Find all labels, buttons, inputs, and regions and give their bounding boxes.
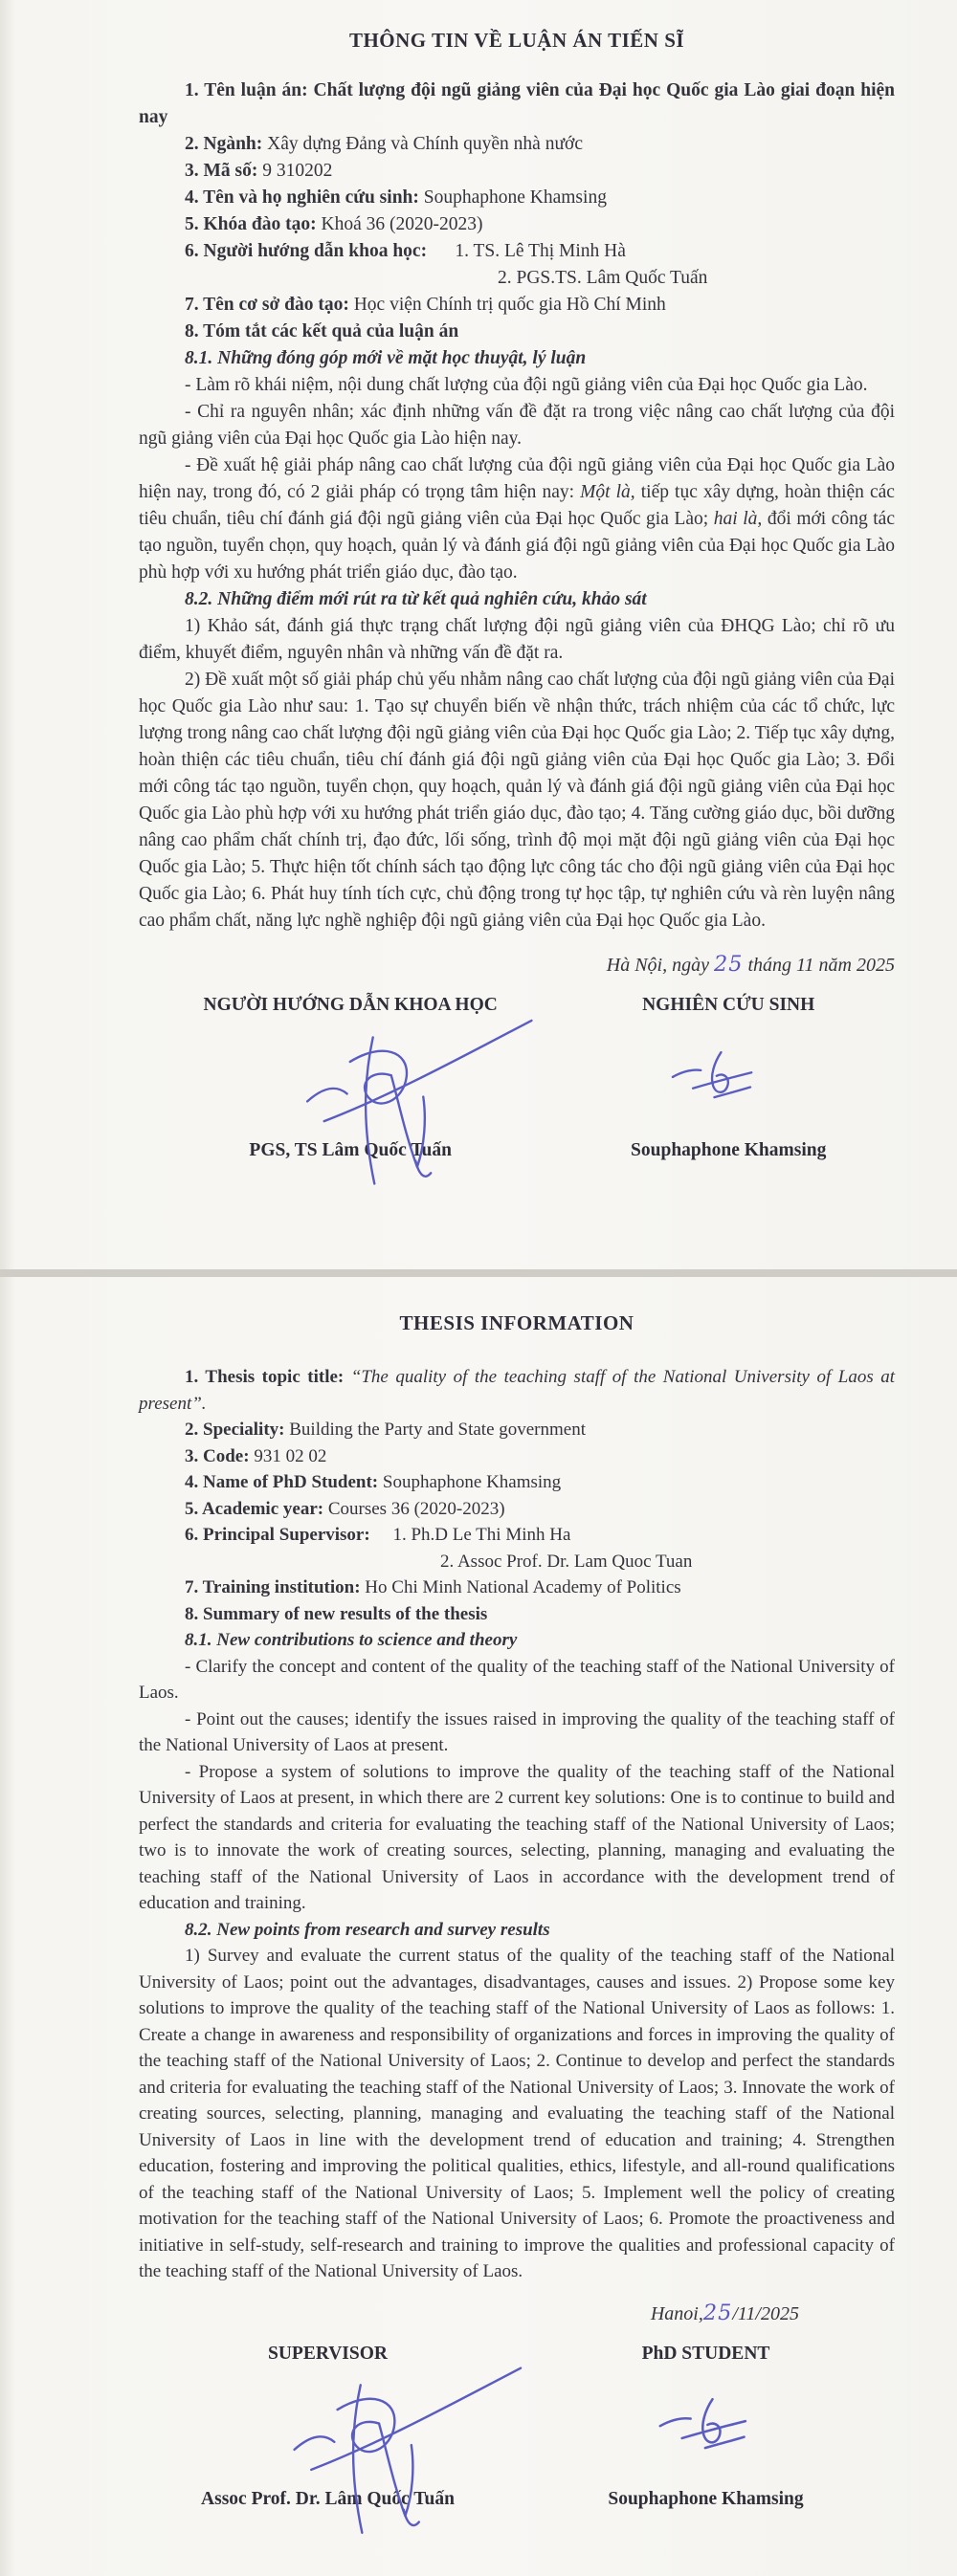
- para-8-1-b: - Point out the causes; identify the issues raised in improving the quality of the teaching staff of the National University of Laos at present.: [139, 1708, 895, 1755]
- item-3-code: 3. Code: 931 02 02: [185, 1445, 327, 1466]
- item-5-academic-year: 5. Khóa đào tạo: Khoá 36 (2020-2023): [185, 214, 483, 234]
- phd-student-name: Souphaphone Khamsing: [631, 1140, 827, 1160]
- page2-document-body: [139, 1364, 895, 2285]
- para-8-2-b: 2) Đề xuất một số giải pháp chủ yếu nhằm nâng cao chất lượng của đội ngũ giảng viên của Đại học Quốc gia Lào như sau: 1. Tạo sự chuyển biến về nhận thức, trách nhiệm của các tổ chức, lực lượng trong nâng cao chất lượng đội ngũ giảng viên của Đại học Quốc gia Lào; 2. Tiếp tục xây dựng, hoàn thiện các tiêu chuẩn, tiêu chí đánh giá đội ngũ giảng viên của Đại học Quốc gia Lào; 3. Đổi mới công tác tạo nguồn, tuyển chọn, quy hoạch, quản lý và đánh giá đội ngũ giảng viên của Đại học Quốc gia Lào phù hợp với xu hướng phát triển giáo dục, đào tạo; 4. Tăng cường giáo dục, bồi dưỡng nâng cao phẩm chất chính trị, đạo đức, lối sống, trình độ mọi mặt đội ngũ giảng viên của Đại học Quốc gia Lào; 5. Thực hiện tốt chính sách tạo động lực công tác cho đội ngũ giảng viên của Đại học Quốc gia Lào; 6. Phát huy tính tích cực, chủ động trong tự học tập, tự nghiên cứu và rèn luyện nâng cao phẩm chất, năng lực nghề nghiệp đội ngũ giảng viên của Đại học Quốc gia Lào.: [139, 670, 895, 931]
- phd-student-role-label: PhD STUDENT: [641, 2343, 770, 2364]
- phd-student-name: Souphaphone Khamsing: [608, 2488, 804, 2509]
- para-8-2-a: 1) Survey and evaluate the current status of the quality of the teaching staff of the National University of Laos; point out the advantages, disadvantages, causes and issues. 2) Propose some key solutions to improve the quality of the teaching staff of the National University of Laos as follows: 1. Create a change in awareness and responsibility of organizations and forces in improving the quality of the teaching staff of the National University of Laos; 2. Continue to develop and perfect the standards and criteria for evaluating the teaching staff of the National University of Laos; 3. Innovate the work of creating sources, selecting, planning, managing and evaluating the teaching staff of the National University of Laos in line with the development trend of education and training; 4. Strengthen education, fostering and improving the political qualities, ethics, lifestyle, and all-round qualifications of the teaching staff of the National University of Laos; 5. Implement well the policy of creating motivation for the teaching staff of the National University of Laos; 6. Promote the proactiveness and initiative in self-study, self-research and training to improve the qualities and professional capacity of the teaching staff of the National University of Laos.: [139, 1946, 895, 2281]
- supervisor-name: Assoc Prof. Dr. Lâm Quốc Tuấn: [201, 2488, 455, 2509]
- para-8-1-c: - Propose a system of solutions to improve the quality of the teaching staff of the National University of Laos at present, in which there are 2 current key solutions: One is to continue to build and perfect the standards and criteria for evaluating the teaching staff of the National University of Laos; two is to innovate the work of creating sources, selecting, planning, managing and evaluating the teaching staff of the National University of Laos in accordance with the development trend of education and training.: [139, 1761, 895, 1913]
- item-8-summary-heading: 8. Summary of new results of the thesis: [185, 1603, 488, 1624]
- item-6-supervisor-2: 2. Assoc Prof. Dr. Lam Quoc Tuan: [440, 1551, 693, 1572]
- para-8-1-b: - Chỉ ra nguyên nhân; xác định những vấn đề đặt ra trong việc nâng cao chất lượng của đội ngũ giảng viên của Đại học Quốc gia Lào hiện nay.: [139, 402, 895, 449]
- page2-dateline: [139, 2299, 895, 2328]
- supervisor-role-label: NGƯỜI HƯỚNG DẪN KHOA HỌC: [203, 995, 498, 1015]
- item-1-thesis-title: 1. Tên luận án: Chất lượng đội ngũ giảng viên của Đại học Quốc gia Lào giai đoạn hiện nay: [139, 80, 895, 127]
- page1-signing-roles: [139, 995, 895, 1016]
- supervisor-role-label: SUPERVISOR: [267, 2343, 388, 2364]
- dateline-text: Hanoi,25/11/2025: [650, 2300, 799, 2325]
- item-2-speciality: 2. Ngành: Xây dựng Đảng và Chính quyền nhà nước: [185, 134, 583, 154]
- section-8-2-heading: 8.2. Những điểm mới rút ra từ kết quả nghiên cứu, khảo sát: [185, 589, 647, 609]
- phd-student-role-label: NGHIÊN CỨU SINH: [642, 995, 815, 1015]
- phd-student-signature-ink: [632, 2389, 780, 2456]
- section-8-2-heading: 8.2. New points from research and survey results: [185, 1919, 550, 1940]
- page-2-english: [0, 1277, 957, 2576]
- item-1-thesis-title: 1. Thesis topic title: “The quality of the teaching staff of the National University of Laos at present”.: [139, 1367, 895, 1414]
- item-4-student-name: 4. Name of PhD Student: Souphaphone Khamsing: [185, 1472, 562, 1492]
- page-1-vietnamese: [0, 0, 957, 1269]
- item-8-summary-heading: 8. Tóm tắt các kết quả của luận án: [185, 321, 459, 341]
- supervisor-signature-ink: [297, 1008, 541, 1190]
- page1-signer-names: [139, 1140, 895, 1161]
- item-6-supervisor-2: 2. PGS.TS. Lâm Quốc Tuấn: [498, 268, 708, 288]
- item-7-institution: 7. Tên cơ sở đào tạo: Học viện Chính trị quốc gia Hồ Chí Minh: [185, 295, 666, 315]
- dateline-text: Hà Nội, ngày 25 tháng 11 năm 2025: [606, 952, 895, 977]
- para-8-1-c: - Đề xuất hệ giải pháp nâng cao chất lượng của đội ngũ giảng viên của Đại học Quốc gia Lào hiện nay, trong đó, có 2 giải pháp có trọng tâm hiện nay: Một là, tiếp tục xây dựng, hoàn thiện các tiêu chuẩn, tiêu chí đánh giá đội ngũ giảng viên của Đại học Quốc gia Lào; hai là, đổi mới công tác tạo nguồn, tuyển chọn, quy hoạch, quản lý và đánh giá đội ngũ giảng viên của Đại học Quốc gia Lào phù hợp với xu hướng phát triển giáo dục, đào tạo.: [139, 455, 895, 583]
- para-8-2-a: 1) Khảo sát, đánh giá thực trạng chất lượng đội ngũ giảng viên của ĐHQG Lào; chỉ rõ ưu điểm, khuyết điểm, nguyên nhân và những vấn đề đặt ra.: [139, 616, 895, 663]
- para-8-1-a: - Làm rõ khái niệm, nội dung chất lượng của đội ngũ giảng viên của Đại học Quốc gia Lào.: [185, 375, 868, 395]
- page2-signature-area: [139, 2365, 895, 2489]
- page2-signing-roles: [139, 2344, 895, 2365]
- page2-signer-names: [139, 2489, 895, 2510]
- para-8-1-a: - Clarify the concept and content of the quality of the teaching staff of the National University of Laos.: [139, 1656, 895, 1703]
- item-3-code: 3. Mã số: 9 310202: [185, 161, 333, 181]
- item-7-institution: 7. Training institution: Ho Chi Minh National Academy of Politics: [185, 1577, 681, 1597]
- supervisor-name: PGS, TS Lâm Quốc Tuấn: [249, 1140, 452, 1160]
- section-8-1-heading: 8.1. Những đóng góp mới về mặt học thuyật, lý luận: [185, 348, 587, 368]
- page1-document-body: [139, 77, 895, 935]
- page2-title: THESIS INFORMATION: [399, 1311, 634, 1334]
- page1-dateline: [139, 950, 895, 980]
- item-2-speciality: 2. Speciality: Building the Party and State government: [185, 1420, 587, 1440]
- phd-student-signature-ink: [667, 1043, 763, 1106]
- section-8-1-heading: 8.1. New contributions to science and theory: [185, 1630, 518, 1650]
- item-6-supervisors: 6. Người hướng dẫn khoa học: 1. TS. Lê Thị Minh Hà: [185, 241, 626, 261]
- page1-signature-area: [139, 1016, 895, 1140]
- item-4-student-name: 4. Tên và họ nghiên cứu sinh: Souphaphone Khamsing: [185, 187, 607, 208]
- item-6-supervisors: 6. Principal Supervisor: 1. Ph.D Le Thi Minh Ha: [185, 1525, 571, 1545]
- page1-title: THÔNG TIN VỀ LUẬN ÁN TIẾN SĨ: [348, 29, 685, 52]
- item-5-academic-year: 5. Academic year: Courses 36 (2020-2023): [185, 1498, 505, 1519]
